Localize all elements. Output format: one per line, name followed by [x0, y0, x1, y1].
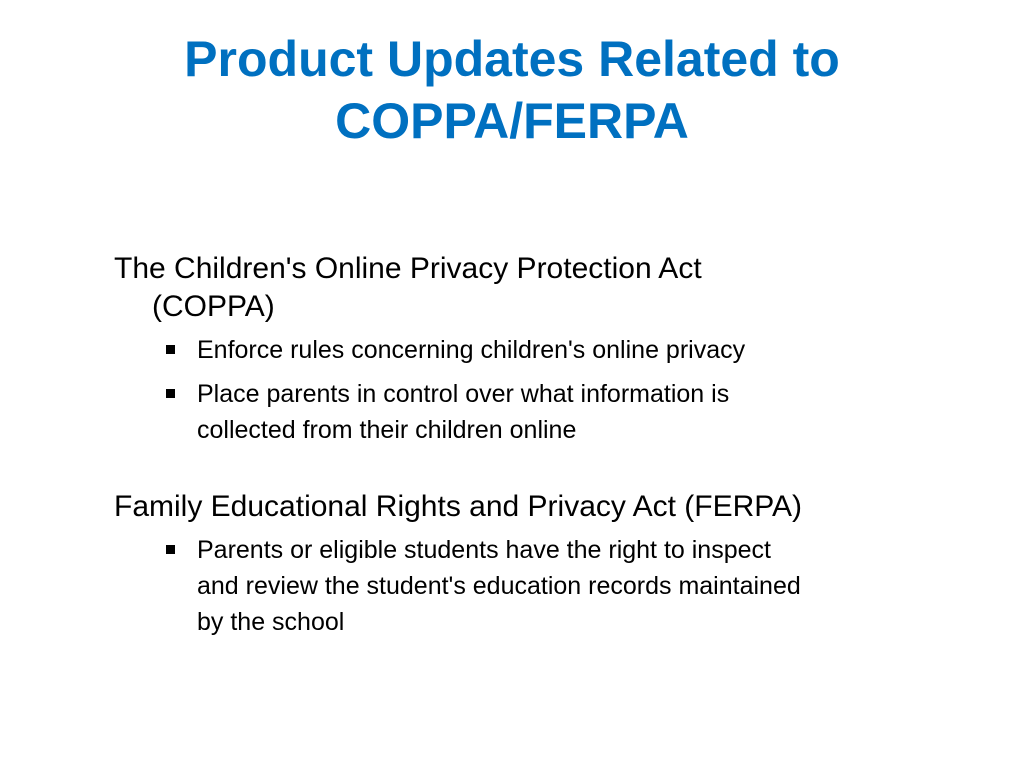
coppa-section	[114, 250, 974, 448]
bullet-line: by the school	[197, 608, 345, 636]
ferpa-bullet-list	[114, 532, 974, 640]
ferpa-section	[114, 488, 974, 640]
square-bullet-icon	[166, 345, 175, 354]
heading-line: (COPPA)	[152, 290, 275, 323]
square-bullet-icon	[166, 389, 175, 398]
bullet-item	[166, 532, 974, 640]
coppa-bullet-list	[114, 332, 974, 448]
bullet-line: collected from their children online	[197, 416, 577, 444]
ferpa-heading	[114, 488, 974, 526]
bullet-item	[166, 332, 974, 368]
title-line: Product Updates Related to	[184, 31, 840, 87]
bullet-item	[166, 376, 974, 448]
coppa-heading	[114, 250, 974, 326]
square-bullet-icon	[166, 545, 175, 554]
bullet-line: and review the student's education records maintained	[197, 572, 801, 600]
title-line: COPPA/FERPA	[335, 93, 689, 149]
bullet-line: Place parents in control over what information is	[197, 380, 730, 408]
bullet-line: Enforce rules concerning children's online privacy	[197, 336, 746, 364]
slide-body	[114, 250, 974, 648]
bullet-line: Parents or eligible students have the right to inspect	[197, 536, 771, 564]
heading-line: The Children's Online Privacy Protection Act	[114, 252, 702, 285]
heading-line: Family Educational Rights and Privacy Act (FERPA)	[114, 490, 803, 523]
slide-title	[60, 28, 964, 152]
